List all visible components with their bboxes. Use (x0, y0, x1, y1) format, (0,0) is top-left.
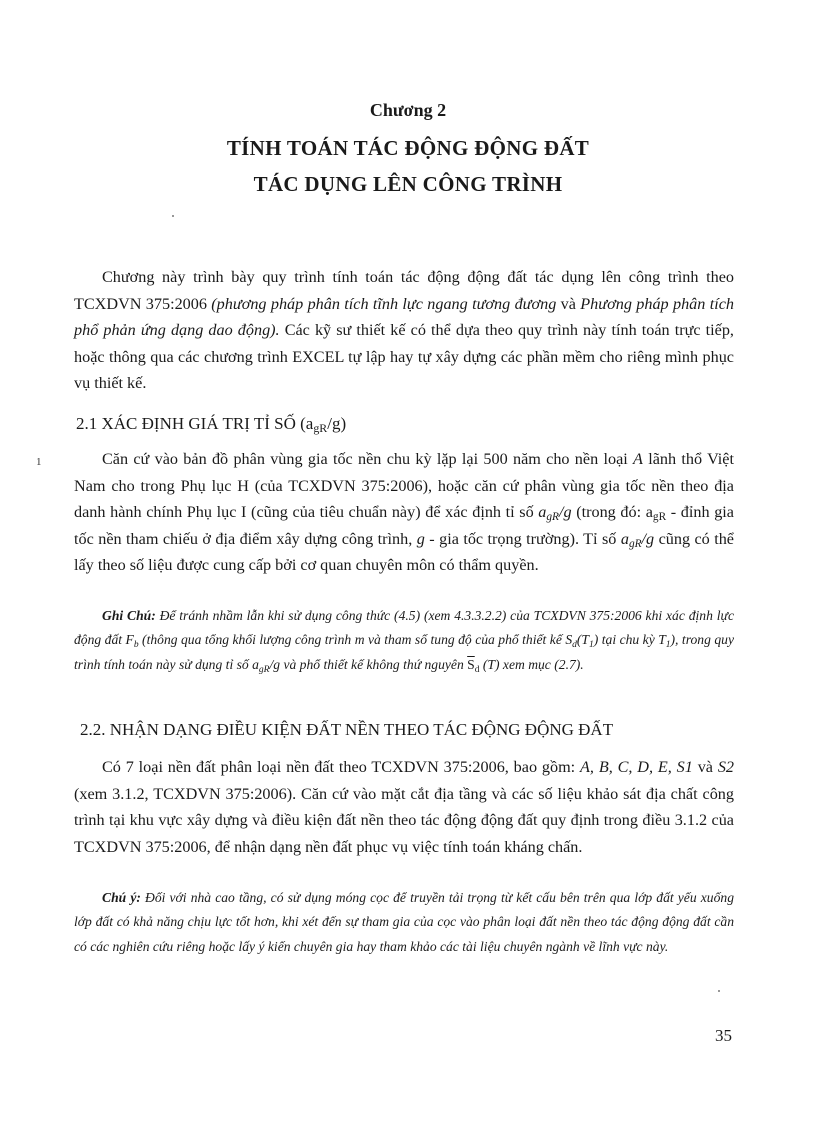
scan-speck-2 (718, 990, 720, 992)
chapter-title-line-2: TÁC DỤNG LÊN CÔNG TRÌNH (253, 172, 563, 196)
note-2-label: Chú ý: (102, 890, 141, 905)
intro-italic-1: (phương pháp phân tích tĩnh lực ngang tương đương (211, 294, 557, 313)
note-sd-sub: d (572, 640, 577, 651)
s21-text-d: - đỉnh gia tốc nền tham chiếu ở địa điểm xây dựng công trình, (74, 503, 734, 548)
section-2-1-heading (76, 414, 346, 434)
note-t1-sub-2: 1 (665, 640, 671, 651)
chapter-label: Chương 2 (369, 100, 447, 120)
note-sbar-sub: d (474, 664, 480, 675)
note-text-e: ), trong quy trình tính toán này sử dụng tỉ số a (74, 632, 734, 672)
note-agr-sub: gR (258, 664, 270, 675)
note-t1-sub: 1 (588, 640, 594, 651)
section-2-1-note (74, 604, 734, 677)
s21-slash-g: /g (558, 503, 572, 521)
s21-text-b: lãnh thổ Việt Nam cho trong Phụ lục H (của TCXDVN 375:2006), hoặc căn cứ phân vùng gia tốc nền theo địa danh hành chính Phụ lục I (cũng của tiêu chuẩn này) để xác định tỉ số (74, 450, 734, 521)
page-number: 35 (715, 1026, 732, 1045)
heading-subscript: gR (313, 421, 328, 435)
scan-speck (172, 215, 174, 217)
note-text-c: (T (576, 632, 589, 648)
note-fb-sub: b (133, 640, 139, 651)
note-2-text: Đối với nhà cao tầng, có sử dụng móng cọc để truyền tải trọng từ kết cấu bên trên qua lớp đất yếu xuống lớp đất có khả năng chịu lực tốt hơn, khi xét đến sự tham gia của cọc vào phân loại đất nền theo tác động động đất cần có các nghiên cứu riêng hoặc lấy ý kiến chuyên gia hay tham khảo các tài liệu chuyên ngành về lĩnh vực này. (74, 890, 734, 954)
s21-text-a: Căn cứ vào bản đồ phân vùng gia tốc nền chu kỳ lặp lại 500 năm cho nền loại (102, 450, 634, 468)
s21-type-a: A (633, 450, 643, 468)
intro-italic-2: Phương pháp phân tích phổ phản ứng dạng dao động). (74, 294, 734, 339)
s21-text-f: cũng có thể lấy theo số liệu được cung cấp bởi cơ quan chuyên môn có thẩm quyền. (74, 529, 734, 574)
note-text-g: (T) xem mục (2.7). (479, 656, 584, 672)
s21-text-e: - gia tốc trọng trường). Tỉ số (424, 529, 621, 548)
note-text-d: ) tại chu kỳ T (593, 632, 666, 648)
section-2-2-note (74, 886, 734, 959)
s21-agr-sub-3: gR (628, 537, 642, 550)
section-2-2-heading: 2.2. NHẬN DẠNG ĐIỀU KIỆN ĐẤT NỀN THEO TÁC ĐỘNG ĐỘNG ĐẤT (80, 720, 614, 739)
s21-g: g (416, 529, 425, 548)
s21-slash-g-2: /g (641, 529, 655, 548)
s22-type-s2: S2 (717, 758, 735, 776)
s21-agr-sub: gR (546, 511, 559, 523)
note-text-a: Để tránh nhầm lẫn khi sử dụng công thức (4.5) (xem 4.3.3.2.2) của TCXDVN 375:2006 khi xác định lực động đất F (74, 608, 734, 648)
note-text-b: (thông qua tổng khối lượng công trình m và tham số tung độ của phổ thiết kế S (138, 632, 573, 648)
s22-text-a: Có 7 loại nền đất phân loại nền đất theo TCXDVN 375:2006, bao gồm: (102, 758, 581, 776)
s21-agr-sub-2: gR (652, 511, 667, 523)
note-label: Ghi Chú: (102, 608, 156, 623)
s22-text-b: (xem 3.1.2, TCXDVN 375:2006). Căn cứ vào mặt cắt địa tầng và các số liệu khảo sát địa chất công trình tại khu vực xây dựng và điều kiện đất nền theo tác động động đất quy định trong điều 3.1.2 của TCXDVN 375:2006, để nhận dạng nền đất phục vụ việc tính toán kháng chấn. (74, 784, 734, 856)
note-text-f: /g và phổ thiết kế không thứ nguyên (269, 656, 468, 672)
intro-and: và (556, 294, 581, 313)
section-2-1-heading-text: 2.1 XÁC ĐỊNH GIÁ TRỊ TỈ SỐ (a (76, 414, 314, 433)
s21-agr-2: a (620, 529, 629, 548)
s22-and: và (692, 758, 718, 776)
s21-text-c: (trong đó: a (571, 503, 653, 521)
s22-types: A, B, C, D, E, S1 (580, 758, 693, 776)
intro-paragraph (74, 264, 734, 397)
margin-marker: 1 (36, 456, 42, 468)
section-2-1-paragraph (74, 446, 734, 579)
intro-text-rest: Các kỹ sư thiết kế có thể dựa theo quy trình này tính toán trực tiếp, hoặc thông qua các chương trình EXCEL tự lập hay tự xây dựng các phần mềm cho riêng mình phục vụ thiết kế. (74, 321, 734, 392)
chapter-title-line-1: TÍNH TOÁN TÁC ĐỘNG ĐỘNG ĐẤT (226, 136, 590, 160)
intro-text: Chương này trình bày quy trình tính toán tác động động đất tác dụng lên công trình theo TCXDVN 375:2006 (74, 268, 734, 313)
s21-agr: a (538, 503, 547, 521)
heading-end: /g) (327, 414, 347, 433)
note-sbar: $\overline{S}$ (467, 656, 475, 672)
section-2-2-paragraph (74, 754, 734, 860)
